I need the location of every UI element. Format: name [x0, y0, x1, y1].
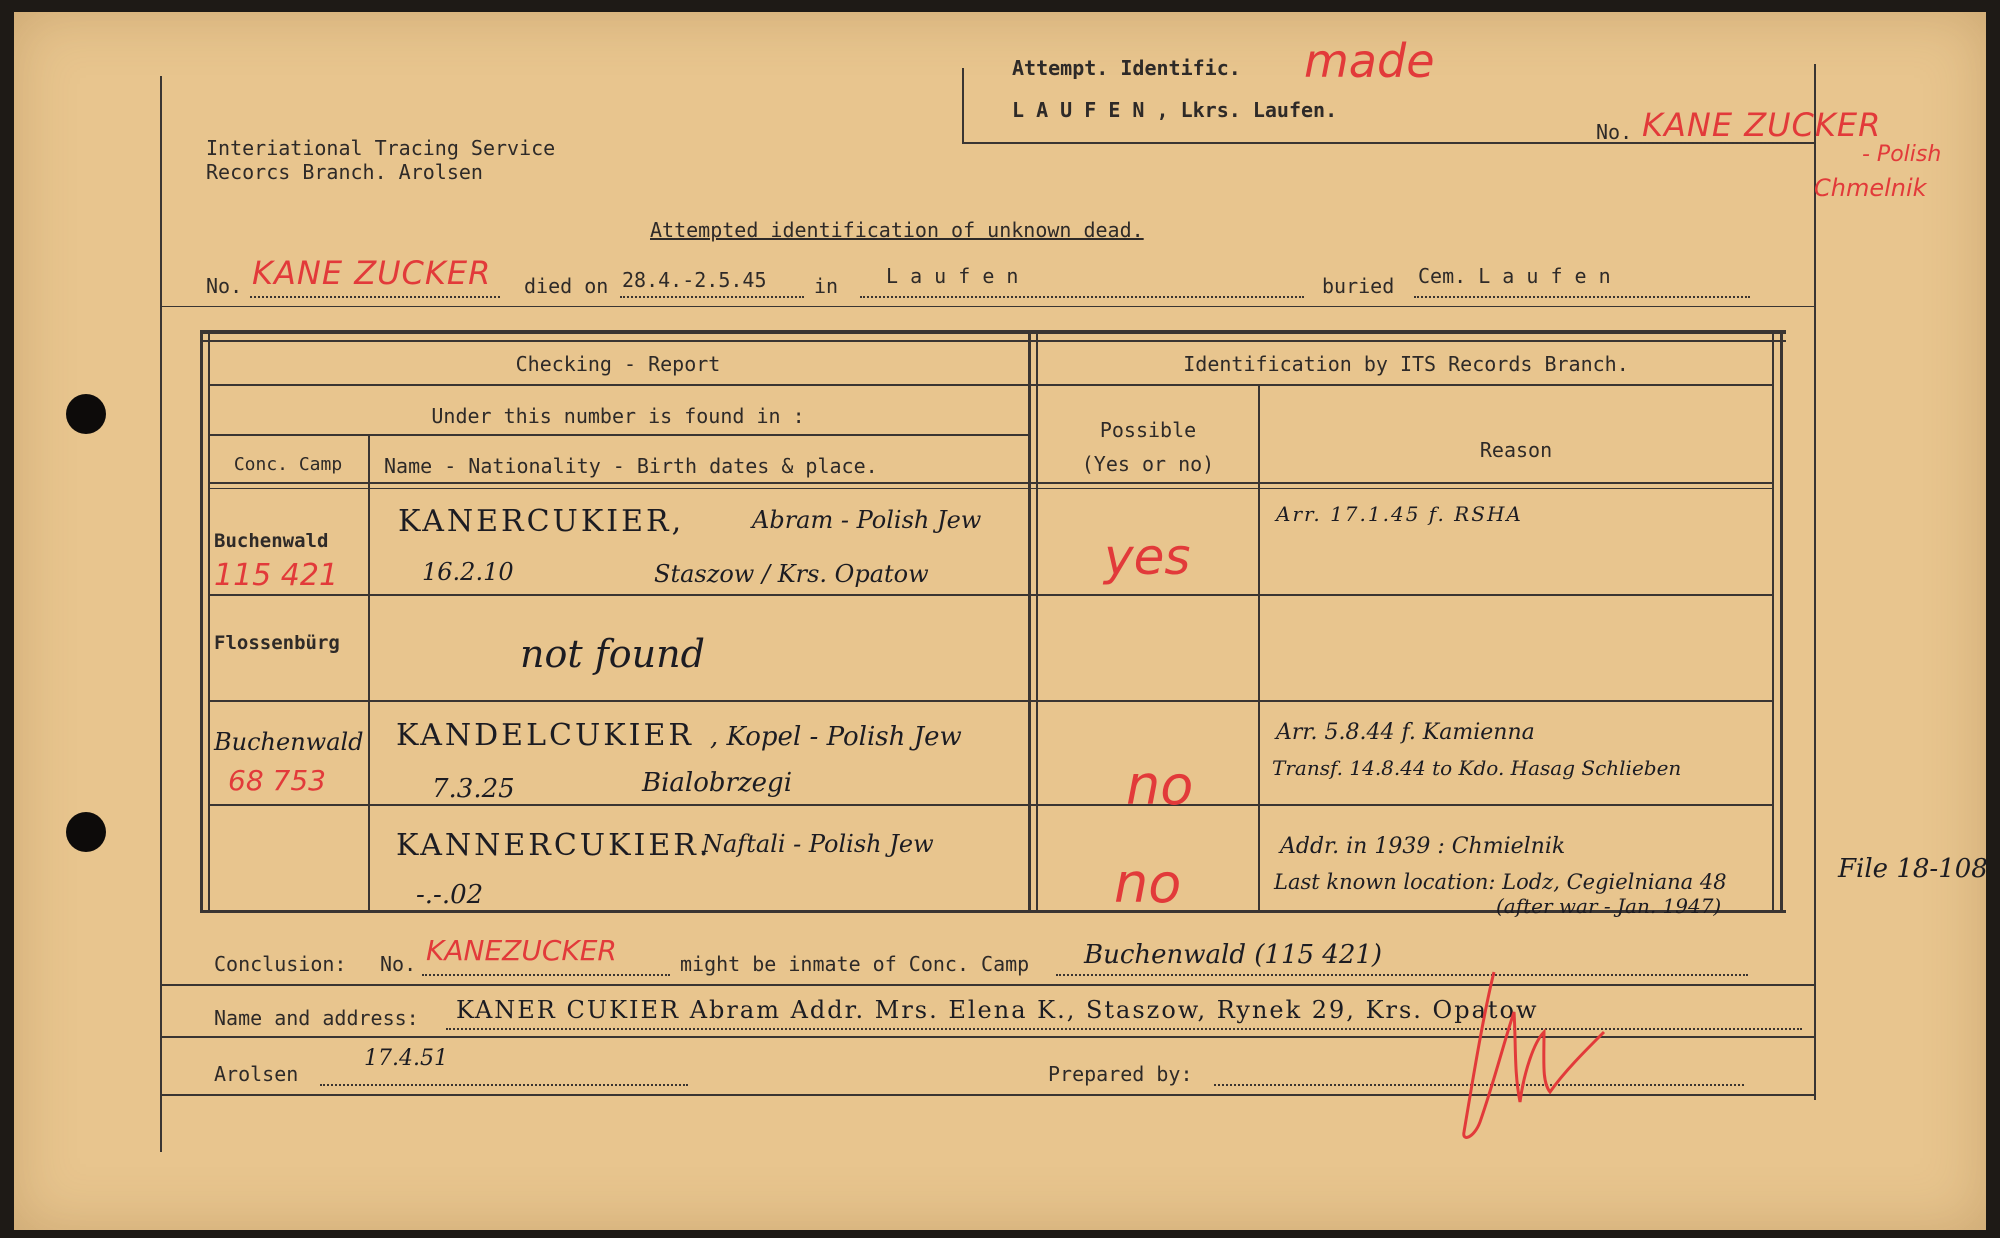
location-line: L A U F E N , Lkrs. Laufen. — [1012, 98, 1338, 122]
row-3-camp: Buchenwald — [214, 728, 364, 756]
conclusion-label: Conclusion: — [214, 952, 347, 976]
conclusion-value: Buchenwald (115 421) — [1084, 940, 1383, 970]
row-4-reason-3: (after war - Jan. 1947) — [1496, 894, 1722, 918]
row-3-reason-2: Transf. 14.8.44 to Kdo. Hasag Schlieben — [1272, 756, 1682, 780]
record-no-dots — [250, 294, 500, 298]
header-no-label: No. — [1596, 120, 1633, 144]
died-dots — [620, 294, 804, 298]
header-reason: Reason — [1479, 438, 1553, 462]
name-address-label: Name and address: — [214, 1006, 419, 1030]
header-possible: Possible — [1099, 418, 1197, 442]
row-1-name: KANERCUKIER, — [398, 504, 685, 539]
row-4-birthdate: -.-.02 — [416, 880, 484, 910]
right-margin-line — [1814, 64, 1816, 1100]
record-rule — [160, 306, 1814, 307]
org-line-2: Recorcs Branch. Arolsen — [206, 160, 483, 184]
row-line-3 — [208, 482, 1774, 484]
table-top-border-inner — [200, 340, 1786, 342]
buried-value: Cem. L a u f e n — [1418, 264, 1611, 288]
row-4-reason-2: Last known location: Lodz, Cegielniana 48 — [1274, 870, 1727, 894]
col-divider-main — [1028, 332, 1031, 912]
side-note-polish: - Polish — [1862, 142, 1942, 167]
record-no-label: No. — [206, 274, 243, 298]
prepared-by-label: Prepared by: — [1048, 1062, 1193, 1086]
died-label: died on — [524, 274, 609, 298]
table-right-border-inner — [1772, 330, 1774, 912]
row-3-reason-1: Arr. 5.8.44 f. Kamienna — [1276, 720, 1535, 745]
row-3-name-detail: , Kopel - Polish Jew — [710, 722, 962, 752]
header-identification: Identification by ITS Records Branch. — [1183, 352, 1629, 376]
punch-hole-bottom — [66, 812, 106, 852]
header-conc-camp: Conc. Camp — [233, 454, 343, 475]
buried-dots — [1414, 294, 1750, 298]
row-line-4 — [208, 594, 1774, 596]
left-margin-line — [160, 76, 162, 1152]
row-4-reason-1: Addr. in 1939 : Chmielnik — [1280, 834, 1566, 859]
row-4-name: KANNERCUKIER. — [396, 828, 712, 863]
record-no-value: KANE ZUCKER — [252, 254, 492, 292]
conclusion-no-value: KANEZUCKER — [426, 934, 617, 967]
conclusion-no-label: No. — [380, 952, 417, 976]
row-1-possible: yes — [1104, 528, 1191, 586]
table-left-border — [200, 330, 203, 912]
org-line-1: Interiational Tracing Service — [206, 136, 556, 160]
arolsen-dots — [320, 1082, 688, 1086]
row-1-reason: Arr. 17.1.45 f. RSHA — [1276, 502, 1523, 526]
row-4-possible: no — [1114, 852, 1182, 915]
index-card — [14, 12, 1986, 1230]
row-1-birthdate: 16.2.10 — [422, 558, 514, 586]
side-note-chmelnik: Chmelnik — [1814, 174, 1927, 202]
row-4-name-detail: Naftali - Polish Jew — [702, 830, 934, 858]
in-label: in — [814, 274, 839, 298]
table-right-border — [1780, 330, 1783, 912]
header-checking-report: Checking - Report — [515, 352, 721, 376]
row-3-possible: no — [1126, 754, 1194, 817]
row-3-birthdate: 7.3.25 — [432, 774, 515, 804]
conclusion-no-dots — [422, 972, 670, 976]
row-2-camp: Flossenbürg — [214, 632, 340, 654]
col-divider-camp — [368, 434, 370, 912]
row-3-birthplace: Bialobrzegi — [642, 768, 793, 798]
row-line-1 — [208, 384, 1774, 386]
in-dots — [860, 294, 1304, 298]
died-value: 28.4.-2.5.45 — [622, 268, 767, 292]
row-1-camp: Buchenwald — [214, 530, 329, 552]
row-line-3b — [208, 488, 1774, 489]
name-address-value: KANER CUKIER Abram Addr. Mrs. Elena K., Staszow, Rynek 29, Krs. Opatow — [456, 996, 1539, 1024]
row-1-camp-no: 115 421 — [214, 558, 339, 593]
buried-label: buried — [1322, 274, 1395, 298]
row-line-5 — [208, 700, 1774, 702]
attempt-box-left — [962, 68, 964, 144]
table-top-border — [200, 330, 1786, 334]
file-note: File 18-108 — [1838, 854, 1988, 884]
conclusion-text: might be inmate of Conc. Camp — [680, 952, 1030, 976]
in-value: L a u f e n — [886, 264, 1019, 288]
conclusion-value-dots — [1056, 972, 1748, 976]
document-title: Attempted identification of unknown dead. — [650, 218, 1144, 242]
header-under-number: Under this number is found in : — [431, 404, 805, 428]
row-3-camp-no: 68 753 — [228, 764, 326, 797]
row-3-name: KANDELCUKIER — [396, 718, 694, 753]
arolsen-label: Arolsen — [214, 1062, 299, 1086]
arolsen-date: 17.4.51 — [364, 1046, 448, 1071]
header-no-value: KANE ZUCKER — [1642, 106, 1882, 144]
row-line-2 — [208, 434, 1030, 436]
attempt-label: Attempt. Identific. — [1012, 56, 1241, 80]
signature-scribble — [1454, 952, 1614, 1152]
col-divider-reason — [1258, 384, 1260, 912]
header-name-nationality: Name - Nationality - Birth dates & place. — [384, 454, 878, 478]
punch-hole-top — [66, 394, 106, 434]
header-yes-or-no: (Yes or no) — [1081, 452, 1215, 476]
attempt-made-handwritten: made — [1304, 34, 1435, 88]
row-2-not-found: not found — [520, 632, 705, 676]
row-1-birthplace: Staszow / Krs. Opatow — [654, 560, 929, 588]
row-1-name-detail: Abram - Polish Jew — [752, 506, 982, 534]
row-line-6 — [208, 804, 1774, 806]
